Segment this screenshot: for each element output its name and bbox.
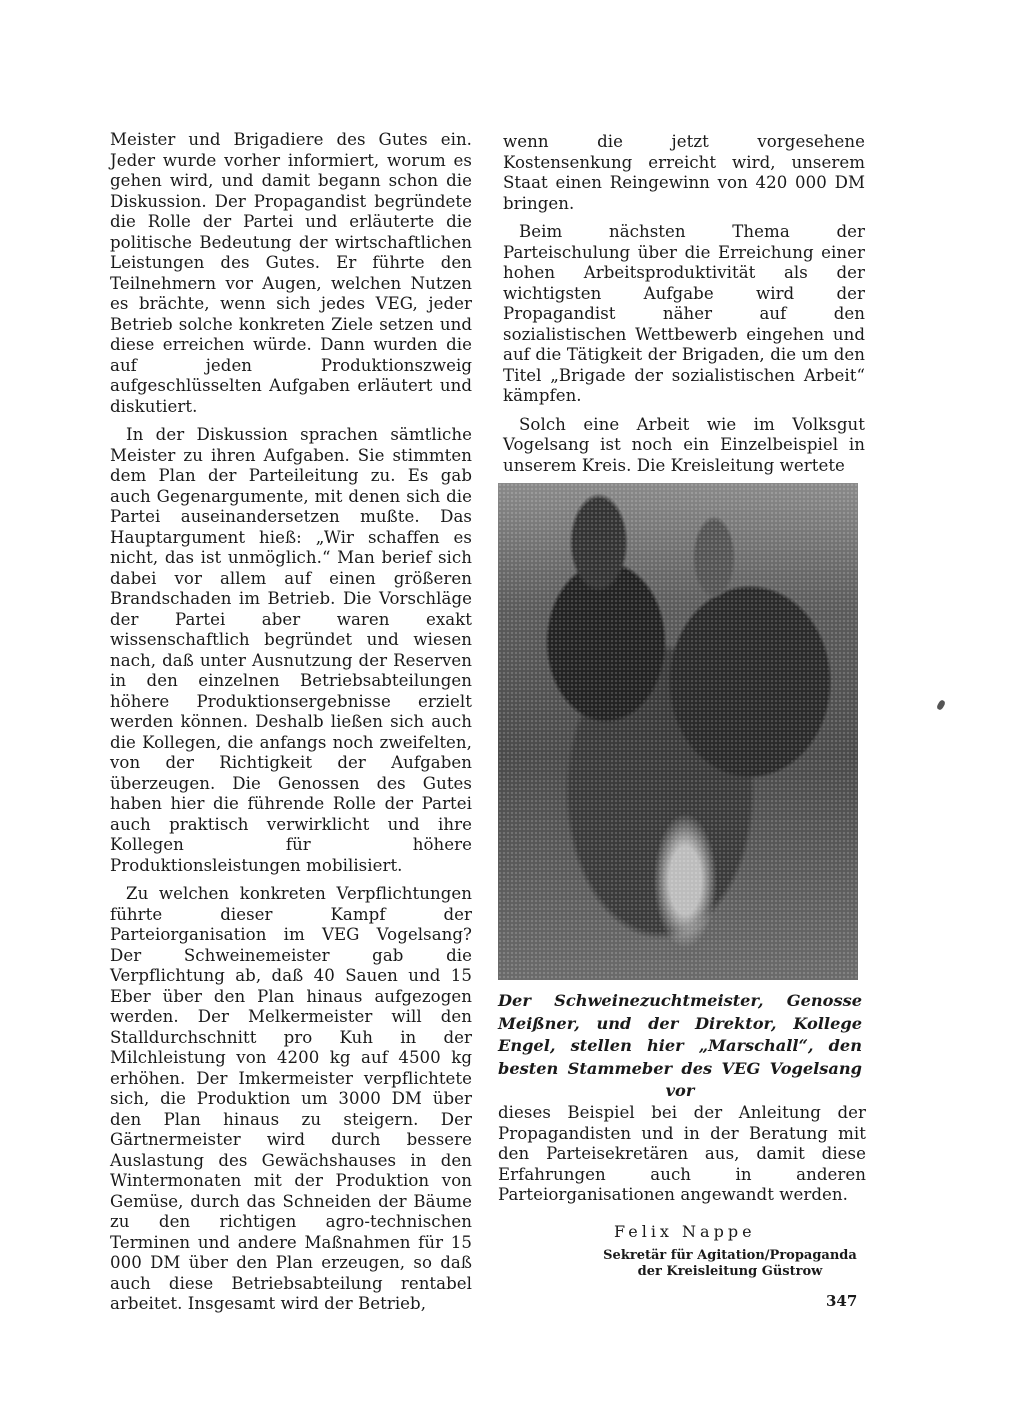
paragraph: wenn die jetzt vorgesehene Kostensenkung erreicht wird, unserem Staat einen Reingewinn von 420 000 DM bringen. bbox=[503, 132, 865, 213]
paragraph: Beim nächsten Thema der Parteischulung über die Erreichung einer hohen Arbeitsproduktivität als der wichtigsten Aufgabe wird der Propagandist näher auf den sozialistischen Wettbewerb eingehen und auf die Tätigkeit der Brigaden, die um den Titel „Brigade der sozialistischen Arbeit“ kämpfen. bbox=[503, 222, 865, 405]
paragraph: Zu welchen konkreten Verpflichtungen führte dieser Kampf der Parteiorganisation im VEG Vogelsang? Der Schweinemeister gab die Verpflichtung ab, daß 40 Sauen und 15 Eber über den Plan hinaus aufgezogen werden. Der Melkermeister will den Stalldurchschnitt pro Kuh in der Milchleistung von 4200 kg auf 4500 kg erhöhen. Der Imkermeister verpflichtete sich, die Produktion um 3000 DM über den Plan hinaus zu steigern. Der Gärtnermeister wird durch bessere Auslastung des Gewächshauses in den Wintermonaten mit der Produktion von Gemüse, durch das Schneiden der Bäume zu den richtigen agro-technischen Terminen und andere Maßnahmen für 15 000 DM über den Plan erzeugen, so daß auch diese Betriebsabteilung rentabel arbeitet. Insgesamt wird der Betrieb, bbox=[110, 884, 472, 1313]
author-name: Felix Nappe bbox=[614, 1222, 756, 1241]
paragraph: Meister und Brigadiere des Gutes ein. Jeder wurde vorher informiert, worum es gehen wird, und damit begann schon die Diskussion. Der Propagandist begründete die Rolle der Partei und erläuterte die politische Bedeutung der wirtschaftlichen Leistungen des Gutes. Er führte den Teilnehmern vor Augen, welchen Nutzen es brächte, wenn sich jedes VEG, jeder Betrieb solche konkreten Ziele setzen und diese erreichen würde. Dann wurden die auf jeden Produktionszweig aufgeschlüsselten Aufgaben erläutert und diskutiert. bbox=[110, 130, 472, 416]
left-column bbox=[110, 130, 472, 1323]
paragraph: Solch eine Arbeit wie im Volksgut Vogelsang ist noch ein Einzelbeispiel in unserem Kreis. Die Kreisleitung wertete bbox=[503, 414, 865, 475]
right-column-bottom bbox=[498, 1103, 866, 1214]
author-affiliation bbox=[590, 1248, 870, 1280]
page-number: 347 bbox=[826, 1292, 858, 1310]
affiliation-line: der Kreisleitung Güstrow bbox=[637, 1264, 823, 1279]
paragraph: dieses Beispiel bei der Anleitung der Propagandisten und in der Beratung mit den Parteisekretären aus, damit diese Erfahrungen auch in anderen Parteiorganisationen angewandt werden. bbox=[498, 1103, 866, 1204]
scan-speck bbox=[936, 699, 946, 711]
affiliation-line: Sekretär für Agitation/Propaganda bbox=[603, 1248, 857, 1263]
right-column-top bbox=[503, 132, 865, 484]
photo-caption: Der Schweinezuchtmeister, Genosse Meißner, und der Direktor, Kollege Engel, stellen hier „Marschall“, den besten Stammeber des VEG Vogelsang vor bbox=[498, 991, 862, 1100]
photo-breeding-boar bbox=[498, 483, 858, 980]
paragraph: In der Diskussion sprachen sämtliche Meister zu ihren Aufgaben. Sie stimmten dem Plan der Parteileitung zu. Es gab auch Gegenargumente, mit denen sich die Partei auseinandersetzen mußte. Das Hauptargument hieß: „Wir schaffen es nicht, das ist unmöglich.“ Man berief sich dabei vor allem auf einen größeren Brandschaden im Betrieb. Die Vorschläge der Partei aber waren exakt wissenschaftlich begründet und wiesen nach, daß unter Ausnutzung der Reserven in den einzelnen Betriebsabteilungen höhere Produktionsergebnisse erzielt werden können. Deshalb ließen sich auch die Kollegen, die anfangs noch zweifelten, von der Richtigkeit der Aufgaben überzeugen. Die Genossen des Gutes haben hier die führende Rolle der Partei auch praktisch verwirklicht und ihre Kollegen für höhere Produktionsleistungen mobilisiert. bbox=[110, 425, 472, 875]
